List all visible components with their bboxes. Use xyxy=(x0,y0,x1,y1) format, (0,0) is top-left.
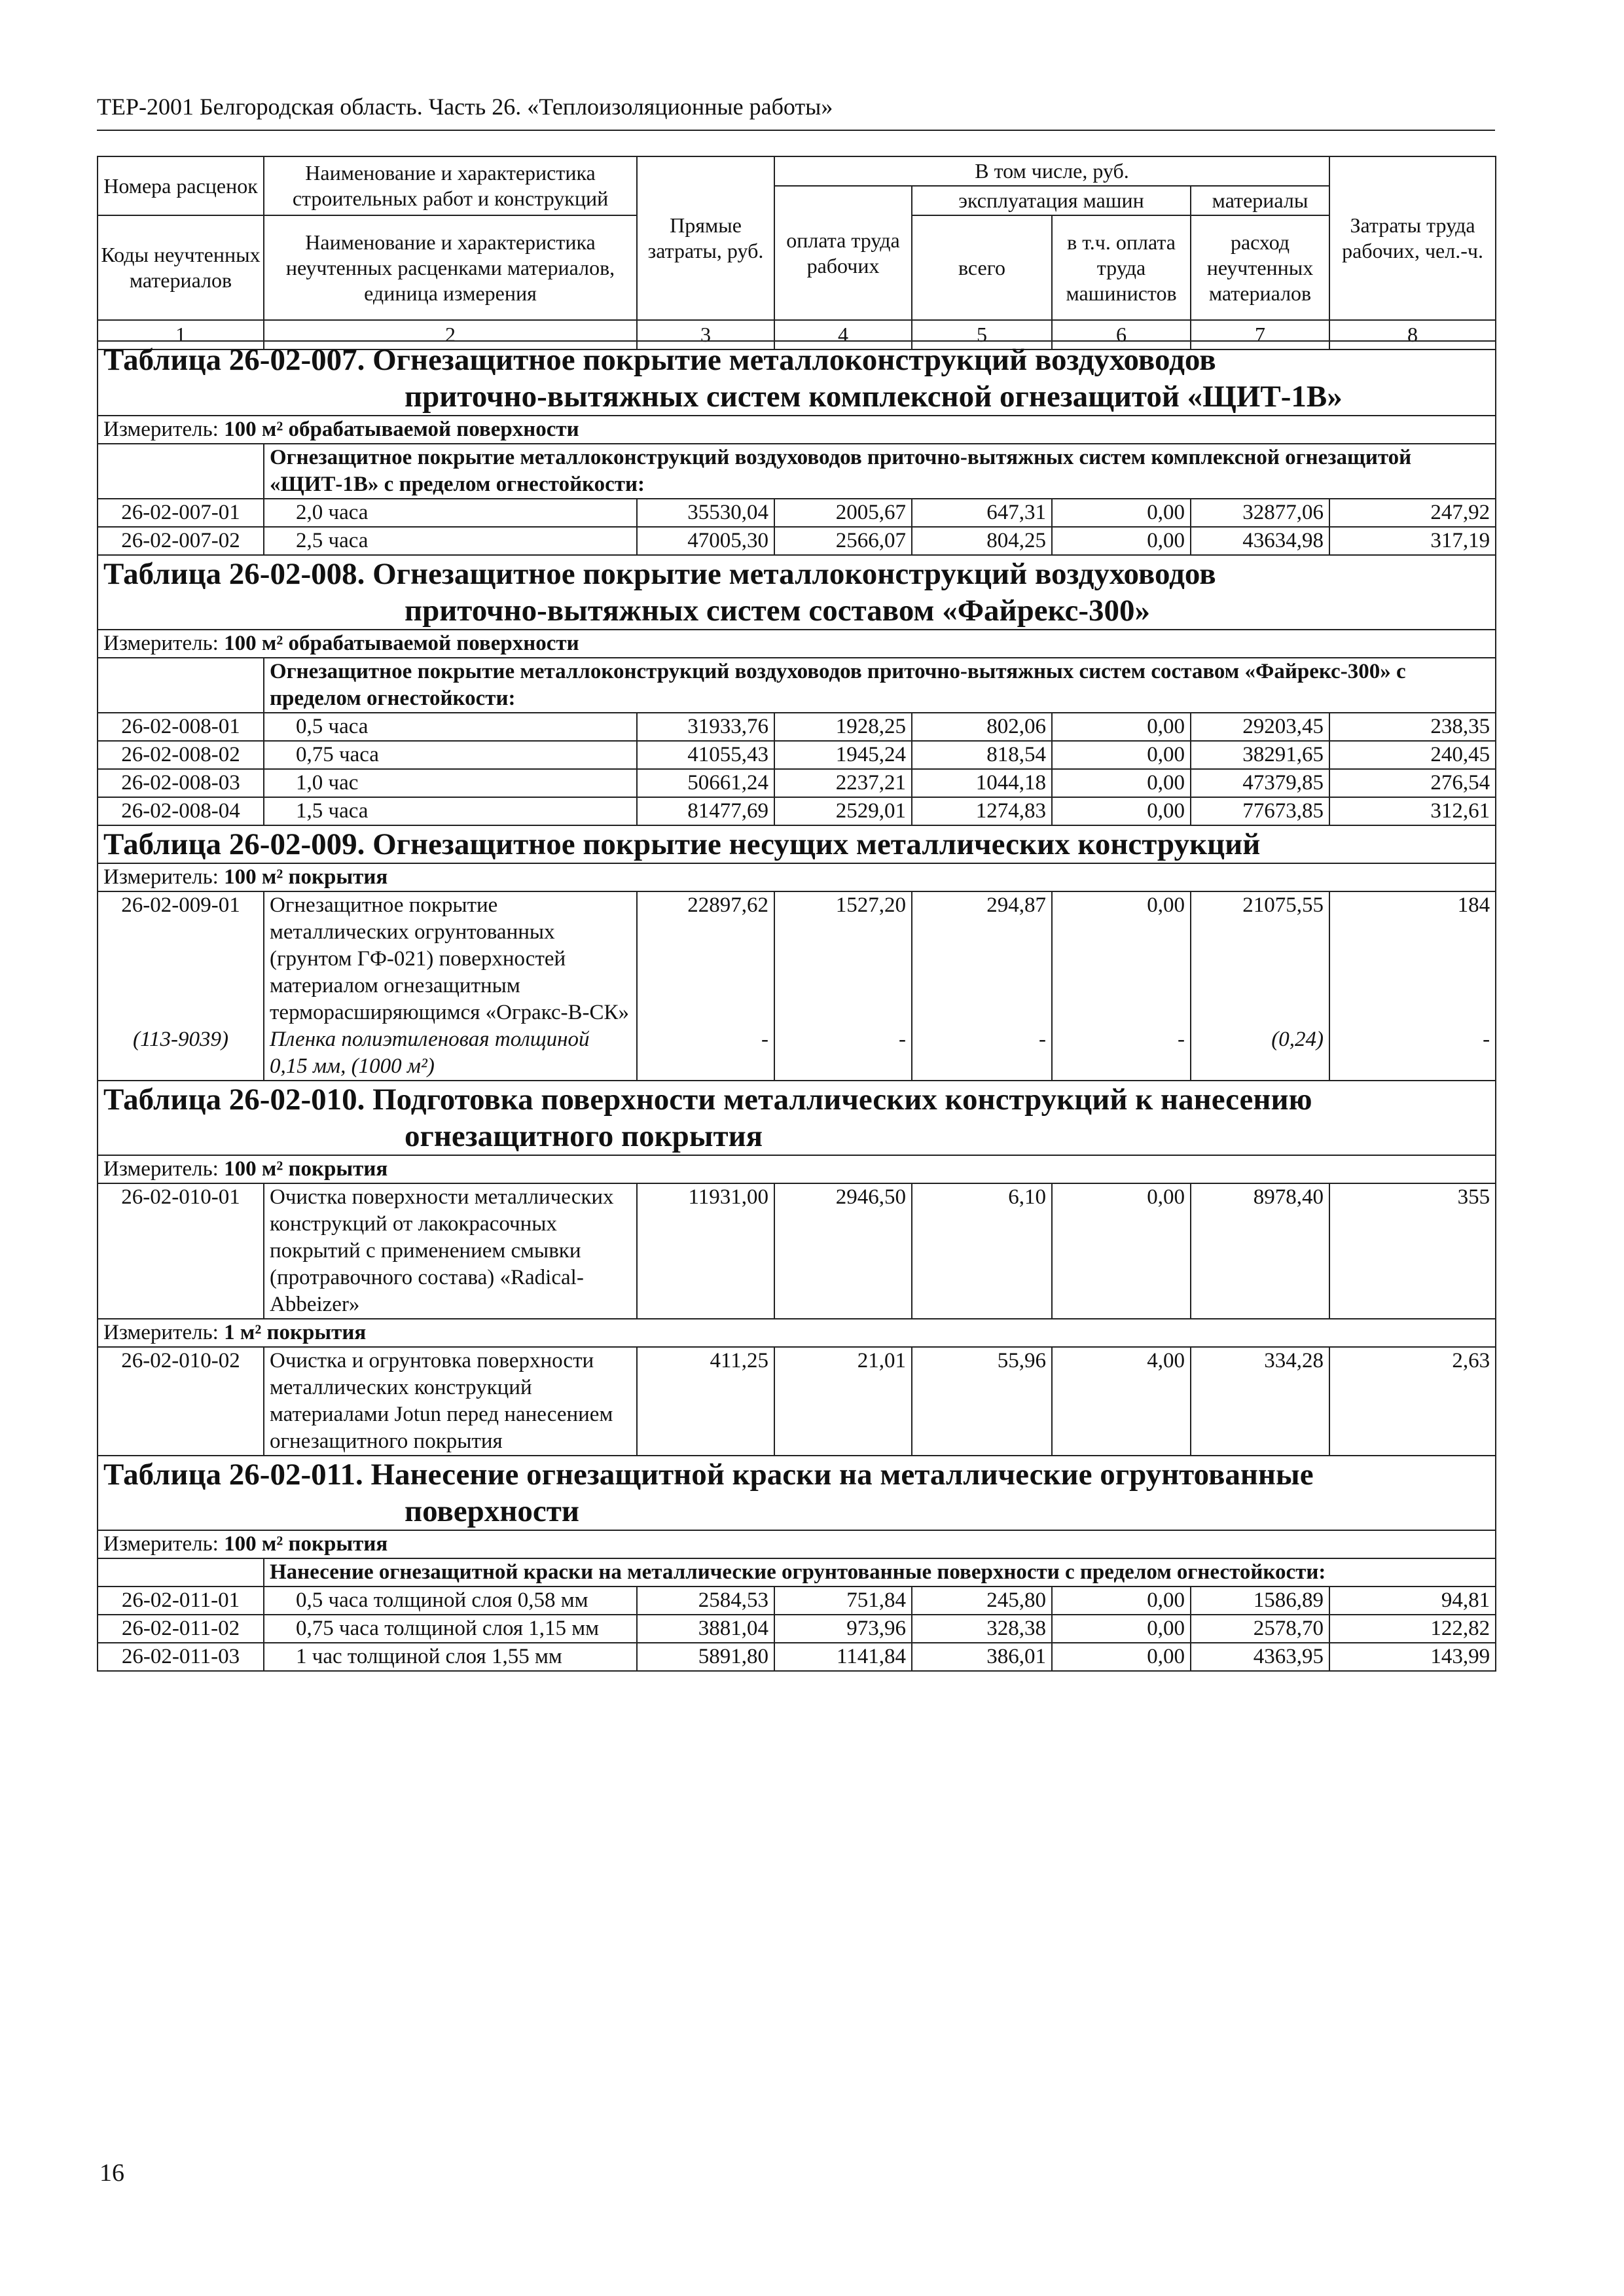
materials: 77673,85 xyxy=(1191,797,1329,825)
rate-code: 26-02-007-01 xyxy=(98,499,264,527)
rate-code: 26-02-011-01 xyxy=(98,1587,264,1615)
rate-code: 26-02-008-03 xyxy=(98,769,264,797)
col-num: 8 xyxy=(1329,320,1496,350)
machinist-pay: 0,00 xyxy=(1052,797,1191,825)
rate-name: 0,75 часа xyxy=(264,741,637,769)
header-unaccounted-materials: расход неучтенных материалов xyxy=(1191,215,1329,320)
material-row xyxy=(98,1026,1496,1081)
rate-name: 1 час толщиной слоя 1,55 мм xyxy=(264,1643,637,1671)
machines-total: 802,06 xyxy=(912,713,1052,741)
labor-hours: 238,35 xyxy=(1329,713,1496,741)
measure-value: 100 м² обрабатываемой поверхности xyxy=(224,418,579,441)
machinist-pay: 0,00 xyxy=(1052,499,1191,527)
table-title-line: приточно-вытяжных систем комплексной огнезащитой «ЩИТ-1В» xyxy=(405,380,1343,414)
table-row xyxy=(98,741,1496,769)
header-work-name: Наименование и характеристика строительных работ и конструкций xyxy=(264,156,637,215)
labor-hours: 2,63 xyxy=(1329,1347,1496,1456)
rate-code: 26-02-011-02 xyxy=(98,1615,264,1643)
machinist-pay: 0,00 xyxy=(1052,1183,1191,1319)
table-row xyxy=(98,1587,1496,1615)
empty-cell xyxy=(98,444,264,499)
direct-costs: - xyxy=(637,1026,774,1081)
direct-costs: 81477,69 xyxy=(637,797,774,825)
header-labor-costs: Затраты труда рабочих, чел.-ч. xyxy=(1329,156,1496,320)
materials: 4363,95 xyxy=(1191,1643,1329,1671)
labor-hours: 184 xyxy=(1329,891,1496,1026)
table-title-line: Таблица 26-02-008. Огнезащитное покрытие металлоконструкций воздуховодов xyxy=(103,557,1216,591)
rate-name: 0,5 часа xyxy=(264,713,637,741)
measure-unit xyxy=(98,1155,1496,1183)
table-row xyxy=(98,891,1496,1026)
table-title-line: Таблица 26-02-010. Подготовка поверхности металлических конструкций к нанесению xyxy=(103,1083,1312,1117)
machinist-pay: 4,00 xyxy=(1052,1347,1191,1456)
header-material-codes: Коды неучтенных материалов xyxy=(98,215,264,320)
section-subtitle: Огнезащитное покрытие металлоконструкций воздуховодов приточно-вытяжных систем составом «Файрекс-300» с пределом огнестойкости: xyxy=(264,658,1496,713)
measure-label: Измеритель: xyxy=(103,418,225,441)
machines-total: 818,54 xyxy=(912,741,1052,769)
running-head: ТЕР-2001 Белгородская область. Часть 26. «Теплоизоляционные работы» xyxy=(97,94,833,120)
table-row xyxy=(98,797,1496,825)
worker-pay: 973,96 xyxy=(774,1615,912,1643)
materials: 38291,65 xyxy=(1191,741,1329,769)
worker-pay: 2005,67 xyxy=(774,499,912,527)
rate-code: 26-02-008-01 xyxy=(98,713,264,741)
col-num: 6 xyxy=(1052,320,1191,350)
col-num: 4 xyxy=(774,320,912,350)
materials: 334,28 xyxy=(1191,1347,1329,1456)
materials: 21075,55 xyxy=(1191,891,1329,1026)
direct-costs: 5891,80 xyxy=(637,1643,774,1671)
table-title-line: поверхности xyxy=(405,1494,579,1528)
material-code: (113-9039) xyxy=(98,1026,264,1081)
machinist-pay: 0,00 xyxy=(1052,769,1191,797)
table-row xyxy=(98,1615,1496,1643)
header-including: В том числе, руб. xyxy=(774,156,1329,186)
worker-pay: 1928,25 xyxy=(774,713,912,741)
header-materials: материалы xyxy=(1191,186,1329,215)
rate-code: 26-02-007-02 xyxy=(98,527,264,555)
machines-total: 1044,18 xyxy=(912,769,1052,797)
measure-label: Измеритель: xyxy=(103,632,225,655)
rate-code: 26-02-008-04 xyxy=(98,797,264,825)
section-subtitle: Огнезащитное покрытие металлоконструкций воздуховодов приточно-вытяжных систем комплексной огнезащитой «ЩИТ-1В» с пределом огнестойкости: xyxy=(264,444,1496,499)
direct-costs: 31933,76 xyxy=(637,713,774,741)
header-rule xyxy=(97,130,1495,131)
rate-name: 1,0 час xyxy=(264,769,637,797)
worker-pay: 2529,01 xyxy=(774,797,912,825)
measure-unit xyxy=(98,416,1496,444)
rate-code: 26-02-009-01 xyxy=(98,891,264,1026)
machinist-pay: 0,00 xyxy=(1052,741,1191,769)
table-row xyxy=(98,769,1496,797)
labor-hours: 317,19 xyxy=(1329,527,1496,555)
table-row xyxy=(98,713,1496,741)
col-num: 3 xyxy=(637,320,774,350)
worker-pay: 2566,07 xyxy=(774,527,912,555)
table-title-008 xyxy=(98,555,1496,630)
table-title-line: приточно-вытяжных систем составом «Файрекс-300» xyxy=(405,594,1151,628)
labor-hours: - xyxy=(1329,1026,1496,1081)
direct-costs: 2584,53 xyxy=(637,1587,774,1615)
machines-total: - xyxy=(912,1026,1052,1081)
machines-total: 328,38 xyxy=(912,1615,1052,1643)
direct-costs: 11931,00 xyxy=(637,1183,774,1319)
table-title-line: огнезащитного покрытия xyxy=(405,1119,763,1153)
rate-name: 1,5 часа xyxy=(264,797,637,825)
direct-costs: 22897,62 xyxy=(637,891,774,1026)
table-title-007 xyxy=(98,341,1496,416)
col-num: 1 xyxy=(98,320,264,350)
labor-hours: 143,99 xyxy=(1329,1643,1496,1671)
materials: 1586,89 xyxy=(1191,1587,1329,1615)
machines-total: 245,80 xyxy=(912,1587,1052,1615)
empty-cell xyxy=(98,658,264,713)
col-num: 5 xyxy=(912,320,1052,350)
labor-hours: 312,61 xyxy=(1329,797,1496,825)
machines-total: 386,01 xyxy=(912,1643,1052,1671)
measure-value: 1 м² покрытия xyxy=(224,1321,367,1344)
header-material-name: Наименование и характеристика неучтенных расценками материалов, единица измерения xyxy=(264,215,637,320)
header-direct-costs: Прямые затраты, руб. xyxy=(637,156,774,320)
rate-name: Огнезащитное покрытие металлических огрунтованных (грунтом ГФ-021) поверхностей материалом огнезащитным терморасширяющимся «Огракс-В-СК» xyxy=(264,891,637,1026)
measure-label: Измеритель: xyxy=(103,1321,225,1344)
direct-costs: 50661,24 xyxy=(637,769,774,797)
table-title-line: Таблица 26-02-009. Огнезащитное покрытие несущих металлических конструкций xyxy=(103,827,1261,861)
rate-name: 0,75 часа толщиной слоя 1,15 мм xyxy=(264,1615,637,1643)
materials: 29203,45 xyxy=(1191,713,1329,741)
rate-name: Очистка и огрунтовка поверхности металлических конструкций материалами Jotun перед нанесением огнезащитного покрытия xyxy=(264,1347,637,1456)
direct-costs: 3881,04 xyxy=(637,1615,774,1643)
rates-table xyxy=(97,340,1496,1672)
section-subtitle: Нанесение огнезащитной краски на металлические огрунтованные поверхности с пределом огнестойкости: xyxy=(264,1558,1496,1587)
measure-unit xyxy=(98,1530,1496,1558)
header-machinist-pay: в т.ч. оплата труда машинистов xyxy=(1052,215,1191,320)
column-header-table xyxy=(97,156,1496,350)
worker-pay: 751,84 xyxy=(774,1587,912,1615)
table-row xyxy=(98,1183,1496,1319)
machines-total: 55,96 xyxy=(912,1347,1052,1456)
measure-unit xyxy=(98,863,1496,891)
measure-value: 100 м² покрытия xyxy=(224,865,388,889)
col-num: 2 xyxy=(264,320,637,350)
worker-pay: 1945,24 xyxy=(774,741,912,769)
worker-pay: 2946,50 xyxy=(774,1183,912,1319)
machines-total: 6,10 xyxy=(912,1183,1052,1319)
labor-hours: 122,82 xyxy=(1329,1615,1496,1643)
table-title-010 xyxy=(98,1081,1496,1155)
header-machines-total: всего xyxy=(912,215,1052,320)
material-consumption: (0,24) xyxy=(1191,1026,1329,1081)
table-row xyxy=(98,1643,1496,1671)
rate-code: 26-02-010-01 xyxy=(98,1183,264,1319)
machinist-pay: 0,00 xyxy=(1052,891,1191,1026)
materials: 32877,06 xyxy=(1191,499,1329,527)
header-machines: эксплуатация машин xyxy=(912,186,1191,215)
measure-value: 100 м² покрытия xyxy=(224,1157,388,1181)
table-title-line: Таблица 26-02-007. Огнезащитное покрытие металлоконструкций воздуховодов xyxy=(103,343,1216,377)
material-name: Пленка полиэтиленовая толщиной 0,15 мм, (1000 м²) xyxy=(264,1026,637,1081)
rate-code: 26-02-010-02 xyxy=(98,1347,264,1456)
labor-hours: 276,54 xyxy=(1329,769,1496,797)
direct-costs: 35530,04 xyxy=(637,499,774,527)
machinist-pay: 0,00 xyxy=(1052,1643,1191,1671)
worker-pay: 1141,84 xyxy=(774,1643,912,1671)
labor-hours: 240,45 xyxy=(1329,741,1496,769)
measure-label: Измеритель: xyxy=(103,1532,225,1556)
machines-total: 1274,83 xyxy=(912,797,1052,825)
materials: 43634,98 xyxy=(1191,527,1329,555)
worker-pay: 21,01 xyxy=(774,1347,912,1456)
measure-unit xyxy=(98,630,1496,658)
measure-unit xyxy=(98,1319,1496,1347)
table-title-009 xyxy=(98,825,1496,863)
machinist-pay: 0,00 xyxy=(1052,1615,1191,1643)
machines-total: 294,87 xyxy=(912,891,1052,1026)
measure-value: 100 м² покрытия xyxy=(224,1532,388,1556)
empty-cell xyxy=(98,1558,264,1587)
machines-total: 804,25 xyxy=(912,527,1052,555)
rate-code: 26-02-011-03 xyxy=(98,1643,264,1671)
rate-name: 0,5 часа толщиной слоя 0,58 мм xyxy=(264,1587,637,1615)
machinist-pay: 0,00 xyxy=(1052,1587,1191,1615)
labor-hours: 94,81 xyxy=(1329,1587,1496,1615)
machines-total: 647,31 xyxy=(912,499,1052,527)
materials: 47379,85 xyxy=(1191,769,1329,797)
header-rate-number: Номера расценок xyxy=(98,156,264,215)
materials: 8978,40 xyxy=(1191,1183,1329,1319)
table-title-line: Таблица 26-02-011. Нанесение огнезащитной краски на металлические огрунтованные xyxy=(103,1458,1314,1492)
table-row xyxy=(98,499,1496,527)
measure-value: 100 м² обрабатываемой поверхности xyxy=(224,632,579,655)
materials: 2578,70 xyxy=(1191,1615,1329,1643)
direct-costs: 411,25 xyxy=(637,1347,774,1456)
machinist-pay: - xyxy=(1052,1026,1191,1081)
rate-code: 26-02-008-02 xyxy=(98,741,264,769)
machinist-pay: 0,00 xyxy=(1052,713,1191,741)
measure-label: Измеритель: xyxy=(103,865,225,889)
worker-pay: 2237,21 xyxy=(774,769,912,797)
header-worker-pay: оплата труда рабочих xyxy=(774,186,912,320)
rate-name: 2,0 часа xyxy=(264,499,637,527)
labor-hours: 247,92 xyxy=(1329,499,1496,527)
worker-pay: - xyxy=(774,1026,912,1081)
labor-hours: 355 xyxy=(1329,1183,1496,1319)
table-title-011 xyxy=(98,1456,1496,1530)
measure-label: Измеритель: xyxy=(103,1157,225,1181)
table-row xyxy=(98,1347,1496,1456)
col-num: 7 xyxy=(1191,320,1329,350)
worker-pay: 1527,20 xyxy=(774,891,912,1026)
rate-name: 2,5 часа xyxy=(264,527,637,555)
machinist-pay: 0,00 xyxy=(1052,527,1191,555)
direct-costs: 47005,30 xyxy=(637,527,774,555)
rate-name: Очистка поверхности металлических конструкций от лакокрасочных покрытий с применением смывки (протравочного состава) «Radical-Abbeizer» xyxy=(264,1183,637,1319)
direct-costs: 41055,43 xyxy=(637,741,774,769)
page-number: 16 xyxy=(99,2159,124,2187)
table-row xyxy=(98,527,1496,555)
